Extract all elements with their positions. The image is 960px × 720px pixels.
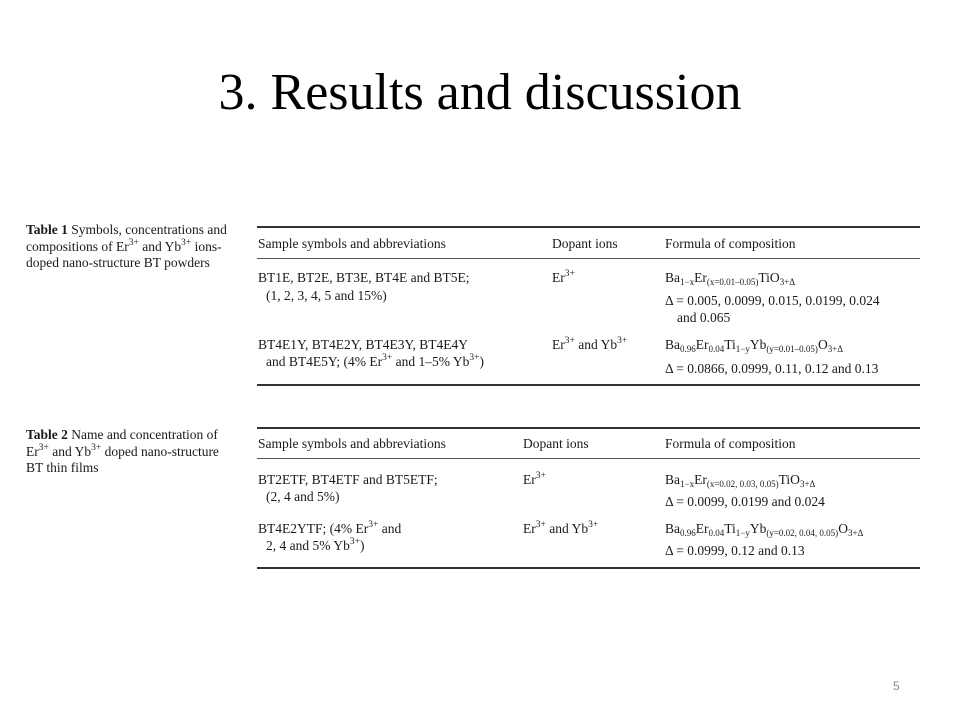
table2-row2-sample-line1: BT4E2YTF; (4% $Er^{3+}$ and <box>258 520 402 536</box>
table2-row2-dopant: $Er^{3+}$ and $Yb^{3+}$ <box>523 520 599 536</box>
table2-row2-formula: $Ba_{0.96}Er_{0.04}Ti_{1-y}Yb_{(y=0.02, 0.04, 0.05)}O_{3+\Delta}$ <box>665 521 864 538</box>
table1-caption <box>26 222 238 272</box>
table1-header-sample: Sample symbols and abbreviations <box>258 236 446 251</box>
table1-caption-text-b: and Yb <box>142 238 182 254</box>
table1-header-dopant: Dopant ions <box>552 236 618 251</box>
table1-row2-dopant: $Er^{3+}$ and $Yb^{3+}$ <box>552 336 628 352</box>
table2-row1-sample-line1: BT2ETF, BT4ETF and BT5ETF; <box>258 472 438 487</box>
table1-row2-formula: $Ba_{0.96}Er_{0.04}Ti_{1-y}Yb_{(y=0.01-0.05)}O_{3+\Delta}$ <box>665 337 844 354</box>
table2-caption-text-b: and Yb <box>52 443 92 459</box>
table2-caption-text-a: Name and concentration of Er <box>26 427 218 459</box>
page-number: 5 <box>893 679 900 693</box>
table2-header-dopant: Dopant ions <box>523 436 589 451</box>
table2-row1-dopant: $Er^{3+}$ <box>523 471 546 487</box>
charge-superscript: 3+ <box>128 237 139 248</box>
table1-row1-sample-line1: BT1E, BT2E, BT3E, BT4E and BT5E; <box>258 270 470 285</box>
table2-row1-formula: $Ba_{1-x}Er_{(x=0.02, 0.03, 0.05)}TiO_{3+\Delta}$ <box>665 472 816 489</box>
table1-caption-text-a: Symbols, concentrations and compositions of Er <box>26 222 227 254</box>
table2 <box>257 427 920 569</box>
table1-caption-text-c: ions-doped nano-structure BT powders <box>26 238 222 270</box>
table2-label: Table 2 <box>26 427 68 442</box>
slide-title: 3. Results and discussion <box>218 64 742 121</box>
table1-row1-delta-line1: Δ = 0.005, 0.0099, 0.015, 0.0199, 0.024 <box>665 293 880 308</box>
table1-header-formula: Formula of composition <box>665 236 796 251</box>
table-top-rule <box>257 226 920 228</box>
table-header-rule <box>257 458 920 459</box>
table1-label: Table 1 <box>26 222 68 237</box>
table1-row1-dopant: $Er^{3+}$ <box>552 269 575 285</box>
table-header-rule <box>257 258 920 259</box>
charge-superscript: 3+ <box>91 442 102 453</box>
table2-caption <box>26 427 238 477</box>
table1-row2-sample-line2: and BT4E5Y; (4% $Er^{3+}$ and 1–5% $Yb^{3+}$) <box>266 353 484 369</box>
table2-header-formula: Formula of composition <box>665 436 796 451</box>
table1-row2-sample-line1: BT4E1Y, BT4E2Y, BT4E3Y, BT4E4Y <box>258 337 469 352</box>
table2-header-sample: Sample symbols and abbreviations <box>258 436 446 451</box>
table1-row1-formula: $Ba_{1-x}Er_{(x=0.01-0.05)}TiO_{3+\Delta}$ <box>665 270 796 287</box>
charge-superscript: 3+ <box>38 442 49 453</box>
table1-row2-delta-line1: Δ = 0.0866, 0.0999, 0.11, 0.12 and 0.13 <box>665 361 879 376</box>
table-bottom-rule <box>257 384 920 386</box>
table2-row1-delta-line1: Δ = 0.0099, 0.0199 and 0.024 <box>665 494 825 509</box>
table2-row2-delta-line1: Δ = 0.0999, 0.12 and 0.13 <box>665 543 805 558</box>
table1 <box>257 226 920 386</box>
table1-row1-delta-line2: and 0.065 <box>677 310 731 325</box>
table2-row2-sample-line2: 2, 4 and 5% $Yb^{3+}$) <box>266 537 365 553</box>
table-top-rule <box>257 427 920 429</box>
charge-superscript: 3+ <box>181 237 192 248</box>
table-bottom-rule <box>257 567 920 569</box>
table1-row1-sample-line2: (1, 2, 3, 4, 5 and 15%) <box>266 288 387 303</box>
table2-caption-text-c: doped nano-structure BT thin films <box>26 443 219 475</box>
table2-row1-sample-line2: (2, 4 and 5%) <box>266 489 340 504</box>
